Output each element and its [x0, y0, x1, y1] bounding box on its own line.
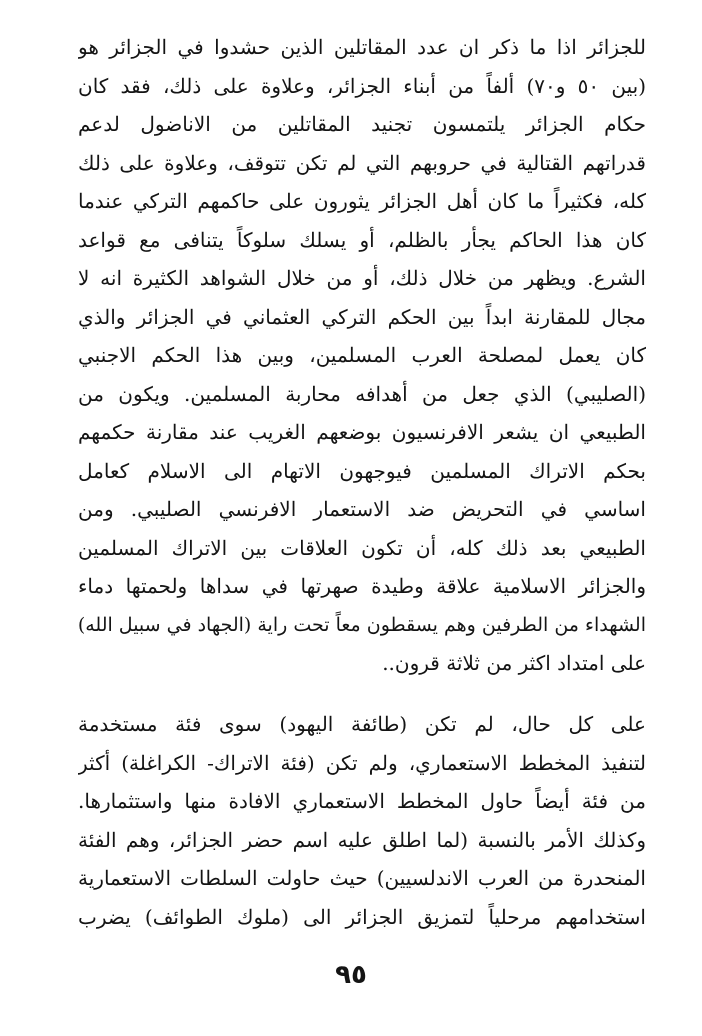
text-line: اساسي في التحريض ضد الاستعمار الافرنسي الصليبي. ومن — [78, 497, 646, 521]
text-line: الشهداء من الطرفين وهم يسقطون معاً تحت راية (الجهاد في سبيل الله) — [78, 613, 646, 636]
text-line: (بين ٥٠ و٧٠) ألفاً من أبناء الجزائر، وعلاوة على ذلك، فقد كان — [78, 73, 646, 98]
text-line: والجزائر الاسلامية علاقة وطيدة صهرتها في سداها ولحمتها دماء — [78, 574, 646, 598]
text-line: (الصليبي) الذي جعل من أهدافه محاربة المسلمين. ويكون من — [78, 381, 646, 406]
text-line: وكذلك الأمر بالنسبة (لما اطلق عليه اسم حضر الجزائر، وهم الفئة — [78, 827, 646, 852]
text-line: كله، فكثيراً ما كان أهل الجزائر يثورون على حاكمهم التركي عندما — [78, 189, 646, 213]
text-line: مجال للمقارنة ابداً بين الحكم التركي العثماني في الجزائر والذي — [78, 304, 646, 329]
text-line: استخدامهم مرحلياً لتمزيق الجزائر الى (ملوك الطوائف) يضرب — [78, 904, 646, 929]
text-line: كان هذا الحاكم يجأر بالظلم، أو يسلك سلوكاً يتنافى مع قواعد — [78, 227, 646, 252]
text-line: الطبيعي بعد ذلك كله، أن تكون العلاقات بين الاتراك المسلمين — [78, 535, 646, 560]
paragraph-2 — [78, 705, 646, 936]
text-line: الشرع. ويظهر من خلال ذلك، أو من خلال الشواهد الكثيرة انه لا — [78, 266, 646, 290]
text-line: قدراتهم القتالية في حروبهم التي لم تكن تتوقف، وعلاوة على ذلك — [78, 150, 646, 175]
text-line: حكام الجزائر يلتمسون تجنيد المقاتلين من الاناضول لدعم — [78, 112, 646, 136]
text-line: على امتداد اكثر من ثلاثة قرون.. — [382, 651, 646, 675]
text-line: المنحدرة من العرب الاندلسيين) حيث حاولت السلطات الاستعمارية — [78, 866, 646, 890]
text-line: من فئة أيضاً حاول المخطط الاستعماري الافادة منها واستثمارها. — [78, 789, 646, 813]
text-line: على كل حال، لم تكن (طائفة اليهود) سوى فئة مستخدمة — [78, 712, 646, 736]
text-line: لتنفيذ المخطط الاستعماري، ولم تكن (فئة الاتراك- الكراغلة) أكثر — [78, 750, 646, 775]
text-line: بحكم الاتراك المسلمين فيوجهون الاتهام الى الاسلام كعامل — [78, 458, 646, 483]
text-line: كان يعمل لمصلحة العرب المسلمين، وبين هذا الحكم الاجنبي — [78, 343, 646, 367]
paragraph-1 — [78, 28, 646, 683]
text-line: الطبيعي ان يشعر الافرنسيون بوضعهم الغريب عند مقارنة حكمهم — [78, 420, 646, 444]
page-number: ٩٥ — [335, 960, 367, 990]
text-line: للجزائر اذا ما ذكر ان عدد المقاتلين الذين حشدوا في الجزائر هو — [78, 35, 646, 59]
